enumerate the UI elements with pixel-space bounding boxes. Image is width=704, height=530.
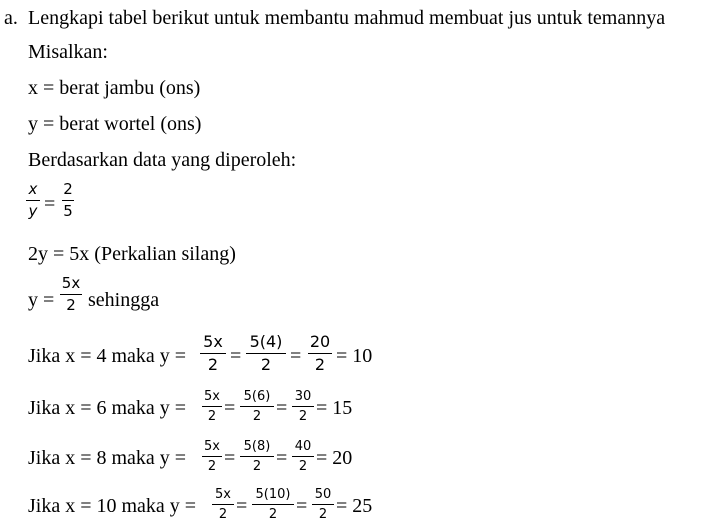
- fraction-denominator: 2: [318, 507, 328, 522]
- case-4-result: = 10: [336, 345, 373, 367]
- formula-denominator: 2: [66, 296, 76, 314]
- fraction-numerator: 5x: [204, 439, 220, 454]
- fraction-bar: [252, 504, 294, 505]
- equals-sign: =: [236, 495, 248, 517]
- fraction-bar: [200, 353, 226, 354]
- formula-numerator: 5x: [61, 274, 81, 292]
- ratio-right-fraction: [62, 182, 74, 219]
- x-definition: x = berat jambu (ons): [28, 77, 201, 99]
- case-6-fraction-2: [240, 390, 274, 423]
- case-6-fraction-3: [292, 390, 314, 423]
- equals-sign: =: [224, 447, 236, 469]
- formula-suffix: sehingga: [88, 289, 160, 311]
- fraction-numerator: 5(10): [255, 487, 291, 502]
- case-6-result: = 15: [316, 397, 353, 419]
- fraction-denominator: 2: [207, 355, 219, 374]
- fraction-bar: [246, 353, 286, 354]
- fraction-denominator: 2: [260, 355, 272, 374]
- fraction-bar: [212, 504, 234, 505]
- fraction-bar: [292, 406, 314, 407]
- fraction-numerator: 5x: [215, 487, 231, 502]
- fraction-numerator: 20: [309, 332, 331, 351]
- case-8-text: Jika x = 8 maka y =: [28, 447, 187, 469]
- instruction-heading: Lengkapi tabel berikut untuk membantu mahmud membuat jus untuk temannya: [28, 7, 666, 29]
- equals-sign: =: [224, 397, 236, 419]
- case-4-text: Jika x = 4 maka y =: [28, 345, 187, 367]
- fraction-denominator: 2: [207, 459, 217, 474]
- fraction-bar: [202, 406, 222, 407]
- case-10-fraction-1: [212, 488, 234, 521]
- fraction-numerator: 5x: [204, 389, 220, 404]
- cross-multiplication-line: 2y = 5x (Perkalian silang): [28, 243, 236, 265]
- fraction-denominator: 2: [218, 507, 228, 522]
- fraction-bar: [240, 406, 274, 407]
- case-10-result: = 25: [336, 495, 373, 517]
- let-label: Misalkan:: [28, 41, 108, 63]
- case-8-fraction-2: [240, 440, 274, 473]
- ratio-left-numerator: x: [28, 180, 38, 198]
- fraction-bar: [62, 200, 74, 201]
- case-4-fraction-3: [308, 334, 332, 373]
- equals-sign: =: [230, 345, 242, 367]
- fraction-bar: [26, 200, 40, 201]
- case-6-fraction-1: [202, 390, 222, 423]
- ratio-equals: =: [44, 193, 56, 215]
- formula-fraction: [60, 276, 82, 313]
- ratio-right-denominator: 5: [63, 202, 73, 220]
- fraction-denominator: 2: [268, 507, 278, 522]
- equals-sign: =: [296, 495, 308, 517]
- fraction-numerator: 5(4): [249, 332, 283, 351]
- case-8-fraction-1: [202, 440, 222, 473]
- case-8-result: = 20: [316, 447, 353, 469]
- fraction-bar: [202, 456, 222, 457]
- ratio-left-fraction: [26, 182, 40, 219]
- ratio-right-numerator: 2: [63, 180, 73, 198]
- fraction-numerator: 40: [294, 439, 312, 454]
- fraction-denominator: 2: [298, 459, 308, 474]
- equals-sign: =: [276, 397, 288, 419]
- case-4-fraction-2: [246, 334, 286, 373]
- case-6-text: Jika x = 6 maka y =: [28, 397, 187, 419]
- fraction-denominator: 2: [252, 459, 262, 474]
- fraction-numerator: 50: [314, 487, 332, 502]
- case-10-fraction-2: [252, 488, 294, 521]
- list-marker: a.: [4, 7, 18, 29]
- data-basis-line: Berdasarkan data yang diperoleh:: [28, 149, 297, 171]
- fraction-bar: [292, 456, 314, 457]
- equals-sign: =: [276, 447, 288, 469]
- case-4-fraction-1: [200, 334, 226, 373]
- fraction-bar: [308, 353, 332, 354]
- y-definition: y = berat wortel (ons): [28, 113, 202, 135]
- fraction-numerator: 5(8): [243, 439, 271, 454]
- fraction-bar: [240, 456, 274, 457]
- fraction-denominator: 2: [314, 355, 326, 374]
- fraction-numerator: 30: [294, 389, 312, 404]
- fraction-denominator: 2: [298, 409, 308, 424]
- case-8-fraction-3: [292, 440, 314, 473]
- case-10-fraction-3: [312, 488, 334, 521]
- case-10-text: Jika x = 10 maka y =: [28, 495, 197, 517]
- fraction-bar: [312, 504, 334, 505]
- ratio-left-denominator: y: [28, 202, 38, 220]
- fraction-denominator: 2: [252, 409, 262, 424]
- equals-sign: =: [290, 345, 302, 367]
- fraction-numerator: 5(6): [243, 389, 271, 404]
- fraction-bar: [60, 294, 82, 295]
- formula-prefix: y =: [28, 289, 55, 311]
- fraction-numerator: 5x: [203, 332, 223, 351]
- fraction-denominator: 2: [207, 409, 217, 424]
